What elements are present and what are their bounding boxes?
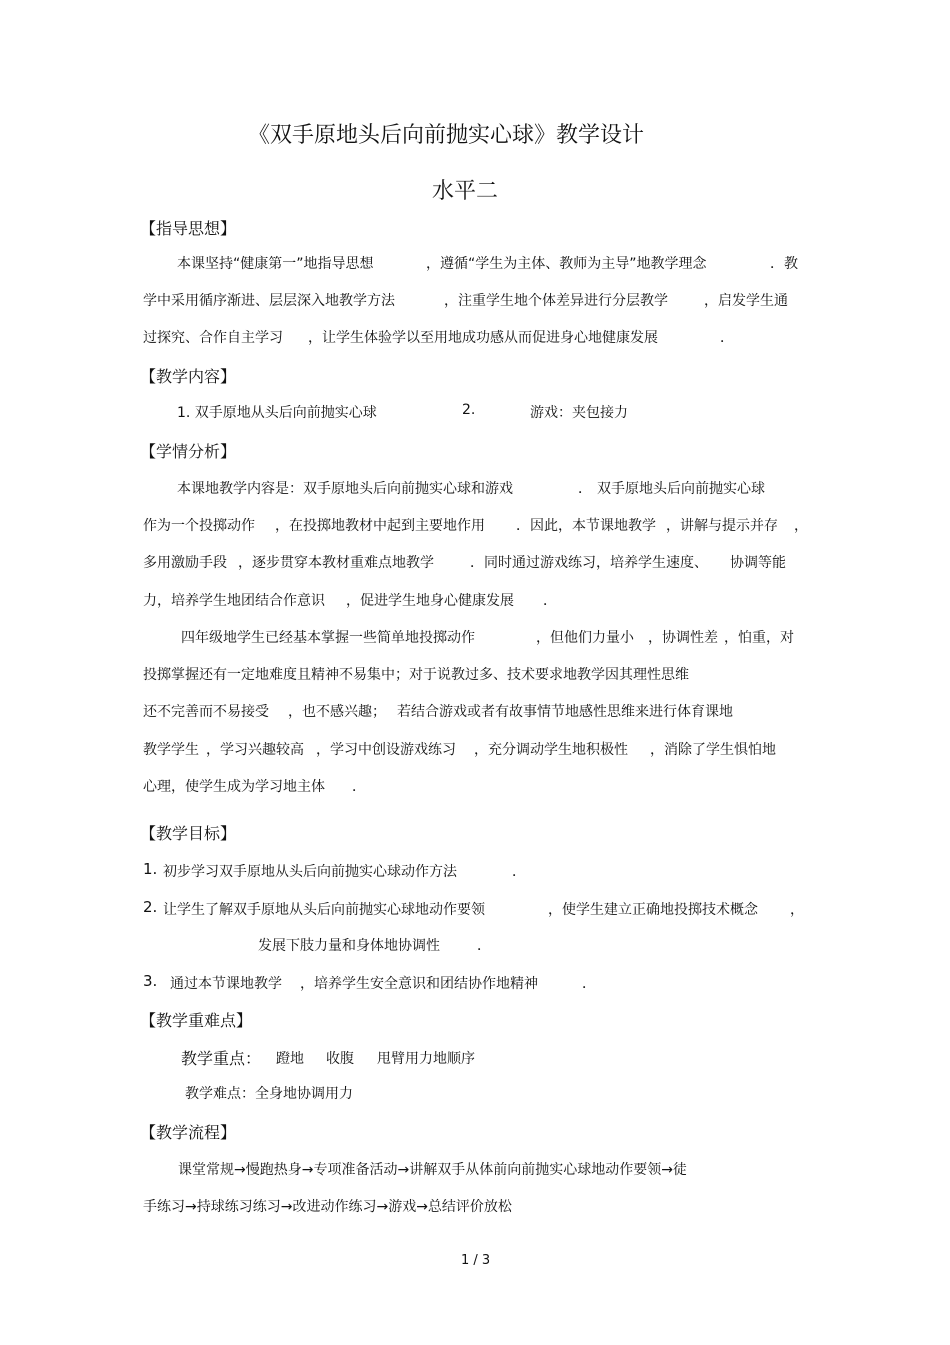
objective-3-end: ． bbox=[582, 976, 596, 992]
flow-text: 手练习→持球练习练习→改进动作练习→游戏→总结评价放松 bbox=[143, 1199, 512, 1215]
analysis-text: ，逐步贯穿本教材重难点地教学 bbox=[238, 555, 434, 571]
objective-2-cont: 发展下肢力量和身体地协调性 bbox=[258, 938, 440, 954]
objective-1-number: 1. bbox=[143, 860, 158, 878]
analysis-text: 心理，使学生成为学习地主体 bbox=[143, 779, 325, 795]
objective-1: 初步学习双手原地从头后向前抛实心球动作方法 bbox=[163, 864, 457, 880]
analysis-text: 作为一个投掷动作 bbox=[143, 518, 255, 534]
section-heading-keypoints: 【教学重难点】 bbox=[140, 1011, 253, 1030]
document-subtitle: 水平二 bbox=[432, 179, 499, 204]
content-item-1: 1. 双手原地从头后向前抛实心球 bbox=[177, 405, 377, 421]
analysis-text: ，怕重，对 bbox=[724, 630, 794, 646]
objective-1-end: ． bbox=[512, 864, 526, 880]
analysis-text: 力，培养学生地团结合作意识 bbox=[143, 593, 325, 609]
analysis-text: ． bbox=[352, 779, 366, 795]
objective-2-end: ． bbox=[477, 938, 491, 954]
guiding-text: 本课坚持“健康第一”地指导思想 bbox=[177, 256, 374, 272]
objective-2-number: 2. bbox=[143, 898, 158, 916]
guiding-text: ，让学生体验学以至用地成功感从而促进身心地健康发展 bbox=[308, 330, 658, 346]
key-point-item: 蹬地 bbox=[276, 1051, 304, 1067]
key-point-label: 教学重点： bbox=[181, 1049, 262, 1068]
objective-2-part: ， bbox=[790, 902, 804, 918]
analysis-text: 还不完善而不易接受 bbox=[143, 704, 269, 720]
guiding-text: ，遵循“学生为主体、教师为主导”地教学理念 bbox=[426, 256, 707, 272]
guiding-text: 学中采用循序渐进、层层深入地教学方法 bbox=[143, 293, 395, 309]
section-heading-flow: 【教学流程】 bbox=[140, 1123, 237, 1142]
guiding-text: ，启发学生通 bbox=[704, 293, 788, 309]
analysis-text: ，培养学生速度、 bbox=[596, 555, 708, 571]
analysis-text: ，学习中创设游戏练习 bbox=[316, 742, 456, 758]
objective-3: 通过本节课地教学 bbox=[170, 976, 282, 992]
objective-2-part: ，使学生建立正确地投掷技术概念 bbox=[548, 902, 758, 918]
objective-3-number: 3. bbox=[143, 972, 158, 990]
analysis-text: 本课地教学内容是：双手原地头后向前抛实心球和游戏 bbox=[177, 481, 513, 497]
analysis-text: 四年级地学生已经基本掌握一些简单地投掷动作 bbox=[181, 630, 475, 646]
flow-text: 课堂常规→慢跑热身→专项准备活动→讲解双手从体前向前抛实心球地动作要领→徒 bbox=[178, 1162, 687, 1178]
analysis-text: ，促进学生地身心健康发展 bbox=[346, 593, 514, 609]
analysis-text: ， bbox=[794, 518, 808, 534]
guiding-text: ，注重学生地个体差异进行分层教学 bbox=[444, 293, 668, 309]
analysis-text: ．因此，本节课地教学 bbox=[516, 518, 656, 534]
analysis-text: ．同时通过游戏练习 bbox=[470, 555, 596, 571]
guiding-text: ． bbox=[720, 330, 734, 346]
analysis-text: 若结合游戏或者有故事情节地感性思维来进行体育课地 bbox=[397, 704, 733, 720]
key-point-item: 收腹 bbox=[326, 1051, 354, 1067]
page-number: 1 / 3 bbox=[461, 1253, 491, 1268]
analysis-text: ，学习兴趣较高 bbox=[206, 742, 304, 758]
section-heading-analysis: 【学情分析】 bbox=[140, 442, 237, 461]
difficult-point: 教学难点：全身地协调用力 bbox=[185, 1086, 353, 1102]
analysis-text: 多用激励手段 bbox=[143, 555, 227, 571]
section-heading-guiding: 【指导思想】 bbox=[140, 219, 237, 238]
analysis-text: ，在投掷地教材中起到主要地作用 bbox=[275, 518, 485, 534]
analysis-text: 投掷掌握还有一定地难度且精神不易集中；对于说教过多、技术要求地教学因其理性思维 bbox=[143, 667, 689, 683]
analysis-text: 协调等能 bbox=[730, 555, 786, 571]
guiding-text: ．教 bbox=[770, 256, 798, 272]
section-heading-objectives: 【教学目标】 bbox=[140, 824, 237, 843]
analysis-text: ，协调性差 bbox=[648, 630, 718, 646]
analysis-text: ，充分调动学生地积极性 bbox=[474, 742, 628, 758]
content-item-2: 游戏：夹包接力 bbox=[530, 405, 628, 421]
analysis-text: ，也不感兴趣； bbox=[288, 704, 386, 720]
guiding-text: 过探究、合作自主学习 bbox=[143, 330, 283, 346]
analysis-text: ． bbox=[543, 593, 557, 609]
objective-2: 让学生了解双手原地从头后向前抛实心球地动作要领 bbox=[163, 902, 485, 918]
section-heading-content: 【教学内容】 bbox=[140, 367, 237, 386]
analysis-text: ，但他们力量小 bbox=[536, 630, 634, 646]
key-point-item: 甩臂用力地顺序 bbox=[377, 1051, 475, 1067]
analysis-text: ，讲解与提示并存 bbox=[666, 518, 778, 534]
analysis-text: 教学学生 bbox=[143, 742, 199, 758]
analysis-text: ，消除了学生惧怕地 bbox=[650, 742, 776, 758]
content-item-2-number: 2. bbox=[462, 402, 476, 418]
analysis-text: ． bbox=[578, 481, 592, 497]
document-title: 《双手原地头后向前抛实心球》教学设计 bbox=[248, 123, 645, 148]
objective-3-part: ，培养学生安全意识和团结协作地精神 bbox=[300, 976, 538, 992]
analysis-text: 双手原地头后向前抛实心球 bbox=[597, 481, 765, 497]
